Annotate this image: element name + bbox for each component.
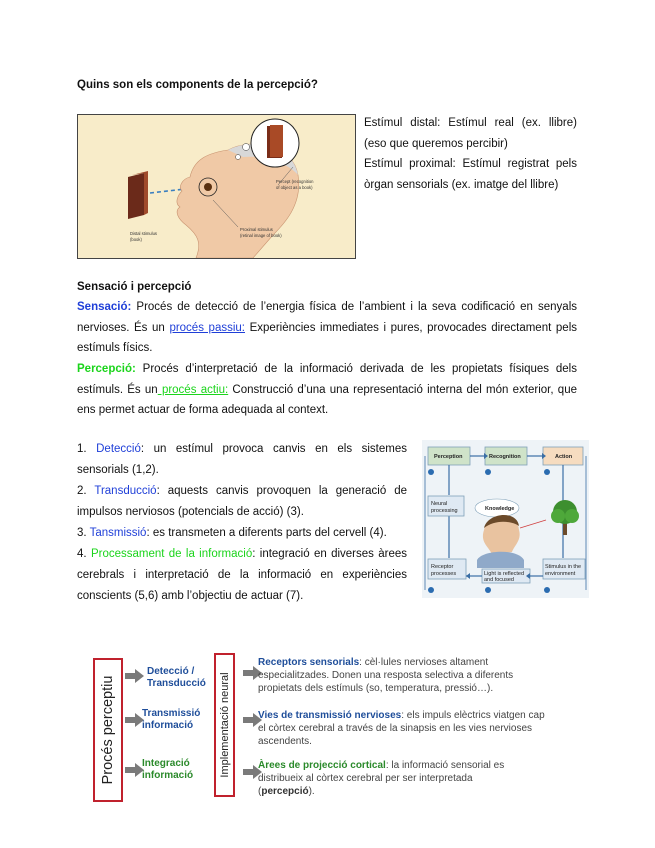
svg-text:Action: Action: [555, 454, 573, 460]
desc-vies-transmissio: Vies de transmissió nervioses: els impuls elèctrics viatgen cap el còrtex cerebral a través de la sinapsis en les vies nervioses ascendents.: [258, 710, 545, 747]
svg-text:processes: processes: [431, 571, 457, 577]
steps-list: [77, 439, 407, 607]
svg-text:(retinal image of book): (retinal image of book): [240, 233, 282, 238]
intro-text: Estímul distal: Estímul real (ex. llibre) (eso que queremos percibir) Estímul proximal: Estímul registrat pels òrgan sensorials (ex. imatge del llibre): [364, 117, 577, 191]
page-title: Quins son els components de la percepció?: [77, 79, 318, 91]
desc-arees-projeccio: Àrees de projecció cortical: la informació sensorial es distribueix al còrtex cerebral per ser interpretada (percepció).: [258, 760, 505, 797]
sensacio-paragraph: Sensació: Procés de detecció de l’energia física de l’ambient i la seva codificació en senyals nervioses. És un procés passiu: Experiències immediates i pures, provocades directament pels estímuls físics.: [77, 301, 577, 354]
step-item: 3. Tansmissió: es transmeten a diferents parts del cervell (4).: [77, 527, 387, 539]
proces-perceptiu-box: [93, 658, 123, 802]
svg-text:Light is reflected: Light is reflected: [484, 571, 525, 577]
proces-perceptiu-label: Procés perceptiu: [100, 675, 116, 785]
svg-text:Recognition: Recognition: [489, 454, 521, 460]
svg-text:Receptor: Receptor: [431, 564, 454, 570]
proces-actiu-link[interactable]: procés actiu:: [157, 383, 229, 396]
svg-text:and focused: and focused: [484, 577, 514, 583]
stage-detection: Detecció / Transducció: [147, 666, 206, 689]
proces-passiu-link[interactable]: procés passiu:: [169, 321, 245, 334]
perceptual-process-diagram: [93, 648, 563, 800]
perceptual-cycle-diagram: [422, 440, 589, 598]
sensacio-term: Sensació:: [77, 301, 132, 313]
label-distal: Distal stimulus: [130, 231, 157, 236]
section-heading: Sensació i percepció: [77, 281, 192, 293]
svg-text:of object as a book): of object as a book): [276, 185, 313, 190]
step-item: 2. Transducció: aquests canvis provoquen la generació de impulsos nerviosos (potencials de acció) (3).: [77, 485, 407, 518]
svg-text:processing: processing: [431, 508, 458, 514]
distal-book: [128, 173, 144, 219]
perceptual-cycle-figure: [422, 440, 589, 598]
distal-proximal-figure: [77, 114, 356, 259]
svg-text:environment: environment: [545, 571, 576, 577]
stage-integration: Integració informació: [142, 758, 194, 781]
label-proximal: Proximal stimulus: [240, 227, 273, 232]
svg-text:Perception: Perception: [434, 454, 463, 460]
implementacio-neural-label: Implementació neural: [218, 672, 231, 778]
implementacio-neural-box: [214, 653, 235, 797]
stage-transmission: Transmissió informació: [142, 708, 201, 731]
percepcio-term: Percepció:: [77, 363, 136, 375]
svg-text:Stimulus in the: Stimulus in the: [545, 564, 582, 570]
step-item: 4. Processament de la informació: integració en diverses àrees cerebrals i interpretació de la informació en experiències conscients (5,6) amb l’objectiu de actuar (7).: [77, 548, 407, 602]
label-percept: Percept (recognition: [276, 179, 314, 184]
svg-text:Knowledge: Knowledge: [485, 506, 515, 512]
percepcio-paragraph: Percepció: Procés d’interpretació de la informació derivada de les propietats físiques dels estímuls. És un procés actiu: Construcció d’una una representació interna del món exterior, que ens permet actuar de forma adequada al context.: [77, 363, 577, 416]
distal-proximal-illustration: [78, 115, 355, 258]
arrow-right-icon: [135, 669, 144, 683]
desc-receptors: Receptors sensorials: cèl·lules nervioses altament especialitzades. Donen una resposta selectiva a diferents propietats dels estímuls (so, temperatura, pressió…).: [258, 657, 514, 694]
step-item: 1. Detecció: un estímul provoca canvis en els sistemes sensorials (1,2).: [77, 443, 407, 476]
svg-text:(book): (book): [130, 237, 142, 242]
svg-text:Neural: Neural: [431, 501, 448, 507]
